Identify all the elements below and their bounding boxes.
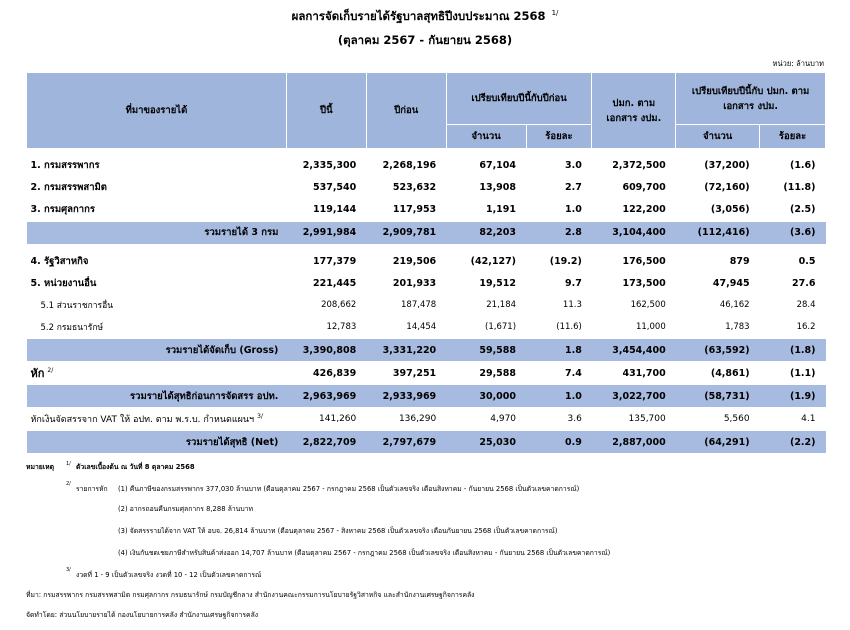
- cell-this-year: 208,662: [321, 300, 357, 310]
- cell-estimate: 11,000: [635, 322, 666, 332]
- cell-this-year: 537,540: [312, 182, 357, 193]
- table-row: [27, 294, 826, 316]
- cell-last-year: 3,331,220: [366, 339, 446, 362]
- cell-last-year: 523,632: [392, 182, 437, 193]
- source-note: ที่มา: กรมสรรพากร กรมสรรพสามิต กรมศุลกากร กรมธนารักษ์ กรมบัญชีกลาง สำนักงานคณะกรรมการนโยบายรัฐวิสาหกิจ และสำนักงานเศรษฐกิจการคลัง: [26, 591, 475, 599]
- cell-pct: 3.0: [565, 160, 582, 171]
- row-label: 5.1 ส่วนราชการอื่น: [40, 301, 113, 311]
- cell-last-year: 219,506: [392, 255, 437, 267]
- cell-this-year: 177,379: [312, 255, 357, 267]
- cell-est-diff: 1,783: [725, 322, 750, 332]
- row-label: 1. กรมสรรพากร: [30, 160, 100, 171]
- row-label: 5.2 กรมธนารักษ์: [40, 323, 104, 333]
- cell-diff: 67,104: [479, 160, 517, 171]
- cell-this-year: 221,445: [312, 277, 357, 289]
- cell-pct: 7.4: [565, 367, 582, 379]
- header-amount: จำนวน: [676, 125, 760, 149]
- cell-diff: 30,000: [446, 385, 526, 408]
- cell-diff: 1,191: [485, 204, 517, 215]
- cell-pct: (19.2): [549, 255, 582, 267]
- footnote-1: ตัวเลขเบื้องต้น ณ วันที่ 8 ตุลาคม 2568: [76, 463, 195, 471]
- cell-pct: 2.7: [565, 182, 582, 193]
- cell-pct: 3.6: [567, 414, 582, 424]
- row-label: 5. หน่วยงานอื่น: [30, 277, 97, 289]
- total-row: [27, 431, 826, 454]
- cell-est-diff: (63,592): [676, 339, 760, 362]
- cell-last-year: 187,478: [401, 300, 437, 310]
- footnote-2-item-2: (2) อากรถอนคืนกรมศุลกากร 8,288 ล้านบาท: [118, 505, 253, 513]
- cell-estimate: 3,022,700: [592, 385, 676, 408]
- cell-last-year: 2,933,969: [366, 385, 446, 408]
- cell-diff: (1,671): [485, 322, 517, 332]
- cell-pct: 9.7: [565, 277, 582, 289]
- cell-pct: (11.6): [556, 322, 582, 332]
- cell-est-diff: (4,861): [710, 367, 750, 379]
- header-percent: ร้อยละ: [760, 125, 826, 149]
- cell-est-pct: 16.2: [796, 322, 816, 332]
- table-row: [27, 316, 826, 339]
- cell-last-year: 397,251: [392, 367, 437, 379]
- table-row: [27, 177, 826, 199]
- cell-diff: 82,203: [446, 221, 526, 244]
- cell-this-year: 2,991,984: [286, 221, 366, 244]
- cell-diff: 19,512: [479, 277, 517, 289]
- cell-diff: 13,908: [479, 182, 517, 193]
- footnote-3-ref: 3/: [66, 567, 71, 573]
- cell-diff: (42,127): [470, 255, 517, 267]
- header-amount: จำนวน: [446, 125, 526, 149]
- report-title: ผลการจัดเก็บรายได้รัฐบาลสุทธิปีงบประมาณ 2568 $^{1/}$: [291, 9, 559, 23]
- row-label: รวมรายได้สุทธิ (Net): [27, 431, 287, 454]
- cell-est-pct: (1.6): [789, 160, 816, 171]
- cell-estimate: 609,700: [622, 182, 666, 193]
- cell-last-year: 201,933: [392, 277, 437, 289]
- footnote-3: งวดที่ 1 - 9 เป็นตัวเลขจริง งวดที่ 10 - 12 เป็นตัวเลขคาดการณ์: [76, 571, 262, 579]
- footnote-2-head: รายการหัก: [76, 485, 108, 493]
- cell-estimate: 176,500: [622, 255, 666, 267]
- row-label: รวมรายได้สุทธิก่อนการจัดสรร อปท.: [27, 385, 287, 408]
- unit-label: หน่วย: ล้านบาท: [772, 59, 824, 68]
- report-subtitle: (ตุลาคม 2567 - กันยายน 2568): [337, 33, 513, 47]
- cell-est-pct: (3.6): [760, 221, 826, 244]
- cell-estimate: 3,104,400: [592, 221, 676, 244]
- cell-last-year: 14,454: [406, 322, 437, 332]
- cell-pct: 1.0: [565, 204, 582, 215]
- cell-last-year: 117,953: [392, 204, 437, 215]
- cell-est-pct: (2.5): [789, 204, 816, 215]
- header-source: ที่มาของรายได้: [27, 73, 287, 149]
- cell-pct: 11.3: [562, 300, 582, 310]
- cell-estimate: 431,700: [622, 367, 666, 379]
- row-label: รวมรายได้จัดเก็บ (Gross): [27, 339, 287, 362]
- header-percent: ร้อยละ: [526, 125, 592, 149]
- cell-est-diff: 879: [729, 255, 750, 267]
- header-compare-estimate: เปรียบเทียบปีนี้กับ ปมก. ตามเอกสาร งปม.: [676, 73, 826, 125]
- cell-this-year: 3,390,808: [286, 339, 366, 362]
- cell-estimate: 2,372,500: [612, 160, 666, 171]
- table-row: [27, 362, 826, 385]
- cell-est-pct: (1.1): [789, 367, 816, 379]
- total-row: [27, 339, 826, 362]
- table-row: [27, 155, 826, 177]
- cell-diff: 21,184: [486, 300, 517, 310]
- cell-pct: 2.8: [526, 221, 592, 244]
- cell-est-diff: 46,162: [719, 300, 750, 310]
- table-row: [27, 408, 826, 431]
- cell-pct: 1.0: [526, 385, 592, 408]
- cell-diff: 4,970: [490, 414, 517, 424]
- cell-estimate: 3,454,400: [592, 339, 676, 362]
- cell-est-pct: (1.9): [760, 385, 826, 408]
- cell-est-pct: 0.5: [798, 255, 816, 267]
- cell-est-diff: (64,291): [676, 431, 760, 454]
- row-label: หักเงินจัดสรรจาก VAT ให้ อปท. ตาม พ.ร.บ. กำหนดแผนฯ $^{3/}$: [30, 413, 263, 425]
- footnote-2-item-3: (3) จัดสรรรายได้จาก VAT ให้ อบจ. 26,814 ล้านบาท (ตือนตุลาคม 2567 - สิงหาคม 2568 เป็นตัวเลขจริง เดือนกันยายน 2568 เป็นตัวเลขคาดการณ์): [118, 527, 558, 535]
- footnote-ref: 2/: [47, 367, 54, 375]
- footnote-ref: 3/: [257, 413, 263, 420]
- cell-diff: 29,588: [479, 367, 517, 379]
- cell-this-year: 426,839: [312, 367, 357, 379]
- cell-last-year: 2,268,196: [382, 160, 437, 171]
- cell-pct: 0.9: [526, 431, 592, 454]
- total-row: [27, 221, 826, 244]
- cell-estimate: 173,500: [622, 277, 666, 289]
- cell-est-diff: 47,945: [712, 277, 750, 289]
- total-row: [27, 385, 826, 408]
- cell-est-diff: (37,200): [704, 160, 750, 171]
- cell-est-pct: 28.4: [796, 300, 816, 310]
- cell-diff: 25,030: [446, 431, 526, 454]
- cell-pct: 1.8: [526, 339, 592, 362]
- cell-this-year: 2,335,300: [302, 160, 357, 171]
- cell-est-pct: (2.2): [760, 431, 826, 454]
- cell-this-year: 2,963,969: [286, 385, 366, 408]
- notes-label: หมายเหตุ: [26, 463, 54, 471]
- cell-est-diff: (3,056): [710, 204, 750, 215]
- cell-this-year: 2,822,709: [286, 431, 366, 454]
- cell-est-diff: (112,416): [676, 221, 760, 244]
- cell-last-year: 2,909,781: [366, 221, 446, 244]
- title-footnote-ref: 1/: [551, 9, 559, 18]
- cell-est-pct: 4.1: [801, 414, 816, 424]
- row-label: หัก $^{2/}$: [30, 367, 54, 380]
- cell-est-diff: (58,731): [676, 385, 760, 408]
- header-this-year: ปีนี้: [286, 73, 366, 149]
- row-label: 2. กรมสรรพสามิต: [30, 182, 107, 193]
- cell-last-year: 2,797,679: [366, 431, 446, 454]
- cell-est-pct: (11.8): [783, 182, 816, 193]
- cell-estimate: 162,500: [630, 300, 666, 310]
- cell-this-year: 12,783: [326, 322, 357, 332]
- table-row: [27, 272, 826, 294]
- cell-est-diff: (72,160): [704, 182, 750, 193]
- footnote-1-ref: 1/: [66, 461, 71, 467]
- header-compare-last-year: เปรียบเทียบปีนี้กับปีก่อน: [446, 73, 592, 125]
- cell-est-pct: 27.6: [792, 277, 816, 289]
- cell-estimate: 2,887,000: [592, 431, 676, 454]
- row-label: 3. กรมศุลกากร: [30, 204, 95, 215]
- header-last-year: ปีก่อน: [366, 73, 446, 149]
- table-row: [27, 199, 826, 222]
- cell-this-year: 119,144: [312, 204, 357, 215]
- row-label: 4. รัฐวิสาหกิจ: [30, 255, 89, 267]
- compiled-by-note: จัดทำโดย: ส่วนนโยบายรายได้ กองนโยบายการคลัง สำนักงานเศรษฐกิจการคลัง: [26, 611, 259, 619]
- header-estimate: ปมก. ตาม เอกสาร งปม.: [592, 73, 676, 149]
- cell-last-year: 136,290: [398, 414, 437, 424]
- cell-est-diff: 5,560: [723, 414, 750, 424]
- table-row: [27, 250, 826, 272]
- cell-estimate: 135,700: [628, 414, 666, 424]
- footnote-2-ref: 2/: [66, 481, 71, 487]
- cell-this-year: 141,260: [319, 414, 357, 424]
- revenue-table: [26, 72, 826, 454]
- table-body: [27, 149, 826, 454]
- footnote-2-item-1: (1) คืนภาษีของกรมสรรพากร 377,030 ล้านบาท (ตือนตุลาคม 2567 - กรกฎาคม 2568 เป็นตัวเลขจริง เดือนสิงหาคม - กันยายน 2568 เป็นตัวเลขคาดการณ์): [118, 485, 580, 493]
- cell-diff: 59,588: [446, 339, 526, 362]
- row-label: รวมรายได้ 3 กรม: [27, 221, 287, 244]
- cell-est-pct: (1.8): [760, 339, 826, 362]
- footnote-2-item-4: (4) เงินกันชดเชยภาษีสำหรับสินค้าส่งออก 14,707 ล้านบาท (ตือนตุลาคม 2567 - กรกฎาคม 2568 เป็นตัวเลขจริง เดือนสิงหาคม - กันยายน 2568 เป็นตัวเลขคาดการณ์): [118, 549, 611, 557]
- cell-estimate: 122,200: [622, 204, 666, 215]
